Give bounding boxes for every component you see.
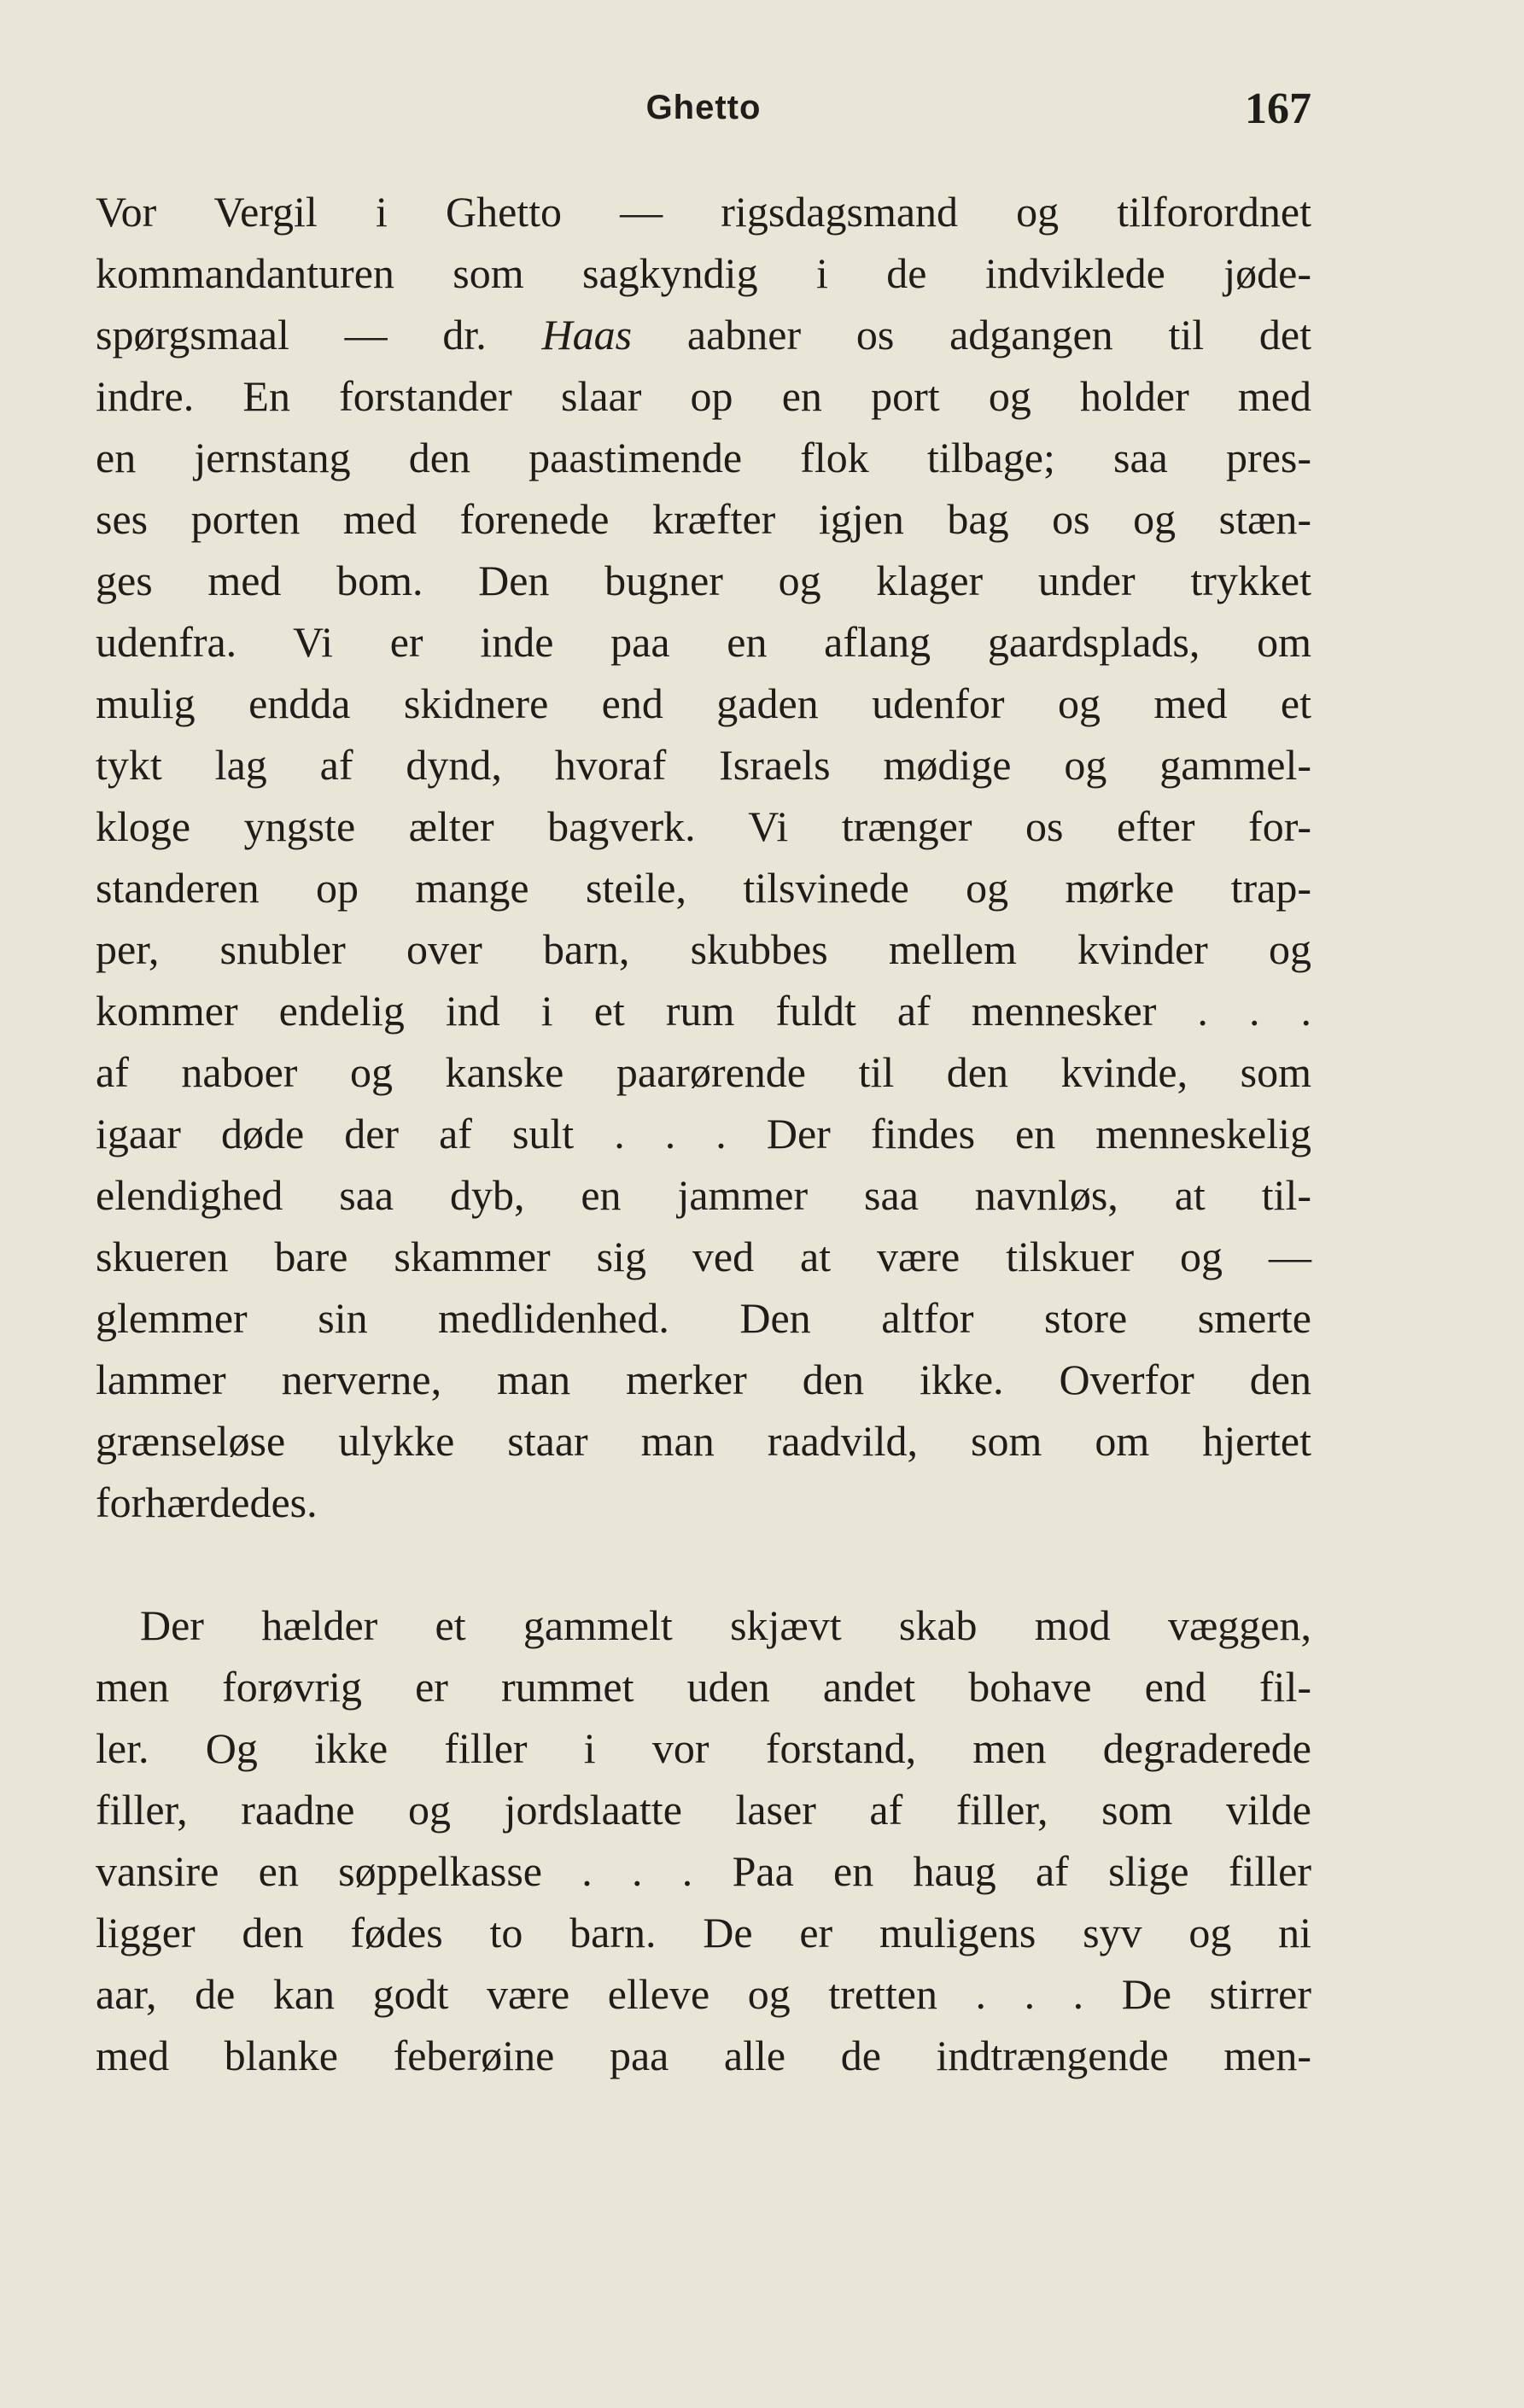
body-text: [96, 181, 1311, 2086]
text-line: glemmer sin medlidenhed. Den altfor store smerte: [96, 1294, 1311, 1342]
text-run: aabner os adgangen til det: [632, 311, 1311, 359]
text-line: med blanke feberøine paa alle de indtrængende men-: [96, 2032, 1311, 2079]
text-line: Vor Vergil i Ghetto — rigsdagsmand og tilforordnet: [96, 188, 1311, 236]
text-line: kommer endelig ind i et rum fuldt af mennesker . . .: [96, 987, 1311, 1035]
text-line: men forøvrig er rummet uden andet bohave end fil-: [96, 1663, 1311, 1711]
paragraph-1: [96, 181, 1311, 1533]
text-line: per, snubler over barn, skubbes mellem kvinder og: [96, 925, 1311, 973]
text-line: en jernstang den paastimende flok tilbage; saa pres-: [96, 434, 1311, 481]
text-line: ligger den fødes to barn. De er muligens syv og ni: [96, 1909, 1311, 1956]
running-head: Ghetto: [645, 89, 762, 126]
text-line: skueren bare skammer sig ved at være tilskuer og —: [96, 1233, 1311, 1280]
text-line: indre. En forstander slaar op en port og holder med: [96, 372, 1311, 420]
text-line: grænseløse ulykke staar man raadvild, som om hjertet: [96, 1417, 1311, 1465]
text-line: tykt lag af dynd, hvoraf Israels mødige og gammel-: [96, 741, 1311, 789]
paragraph-gap: [96, 1533, 1311, 1595]
text-line: elendighed saa dyb, en jammer saa navnløs, at til-: [96, 1171, 1311, 1219]
text-line: kommandanturen som sagkyndig i de indviklede jøde-: [96, 249, 1311, 297]
text-line: ges med bom. Den bugner og klager under trykket: [96, 557, 1311, 604]
text-run: spørgsmaal — dr.: [96, 311, 542, 359]
text-line: igaar døde der af sult . . . Der findes en menneskelig: [96, 1110, 1311, 1157]
text-line: af naboer og kanske paarørende til den kvinde, som: [96, 1048, 1311, 1096]
page-number: 167: [1245, 85, 1311, 133]
text-line: lammer nerverne, man merker den ikke. Overfor den: [96, 1356, 1311, 1403]
text-line: filler, raadne og jordslaatte laser af filler, som vilde: [96, 1786, 1311, 1834]
text-line: ses porten med forenede kræfter igjen bag os og stæn-: [96, 495, 1311, 543]
text-line: ler. Og ikke filler i vor forstand, men degraderede: [96, 1724, 1311, 1772]
text-line: [96, 304, 1311, 365]
text-line: mulig endda skidnere end gaden udenfor og med et: [96, 679, 1311, 727]
page-header: [96, 84, 1311, 135]
text-line: aar, de kan godt være elleve og tretten . . . De stirrer: [96, 1970, 1311, 2018]
paragraph-2: [96, 1595, 1311, 2086]
text-line: Der hælder et gammelt skjævt skab mod væggen,: [140, 1601, 1311, 1649]
text-line: standeren op mange steile, tilsvinede og mørke trap-: [96, 864, 1311, 912]
text-line: kloge yngste ælter bagverk. Vi trænger os efter for-: [96, 802, 1311, 850]
text-line: vansire en søppelkasse . . . Paa en haug af slige filler: [96, 1847, 1311, 1895]
text-line: udenfra. Vi er inde paa en aflang gaardsplads, om: [96, 618, 1311, 666]
italic-name: Haas: [541, 311, 633, 359]
text-line: forhærdedes.: [96, 1478, 318, 1526]
